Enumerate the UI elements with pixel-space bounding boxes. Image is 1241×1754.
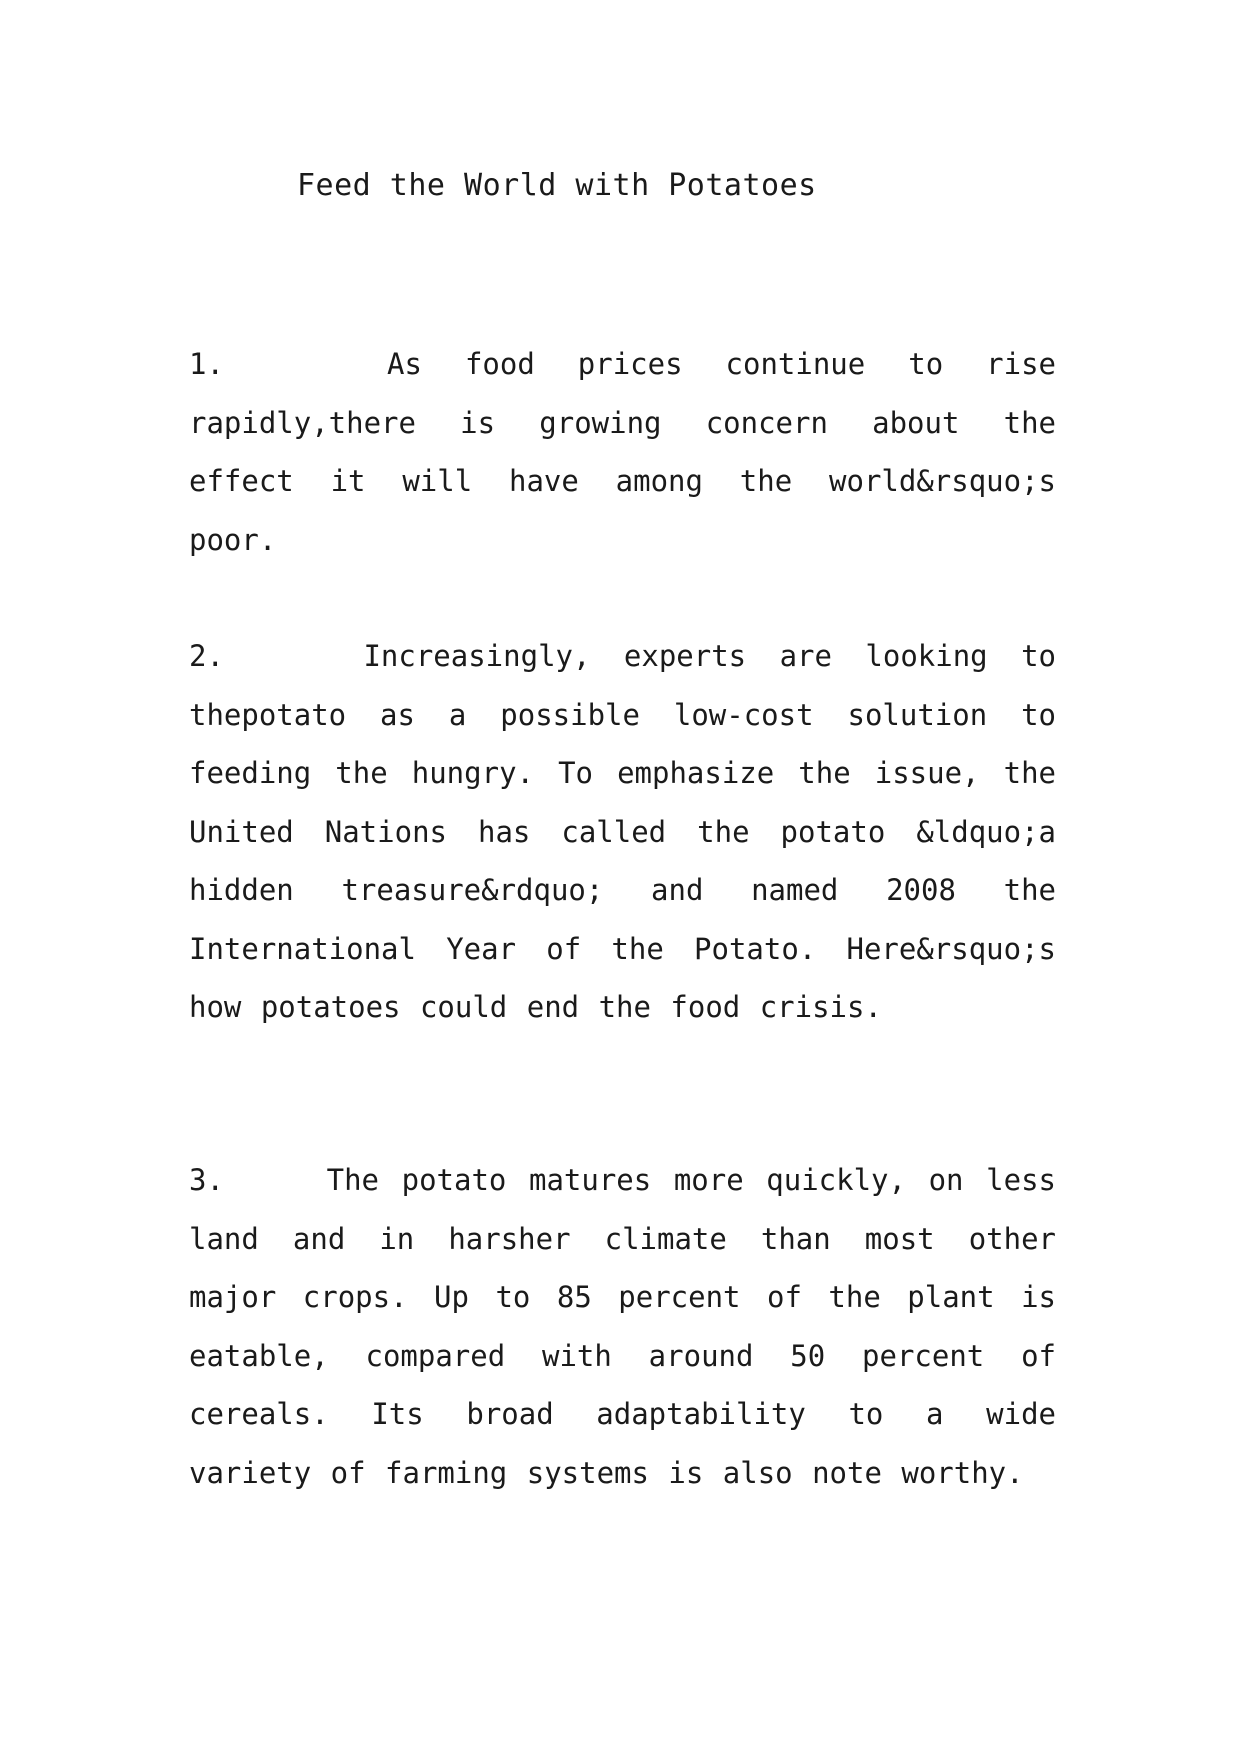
paragraph-number: 1. — [189, 347, 224, 381]
document-title: Feed the World with Potatoes — [297, 168, 817, 203]
paragraph-3 — [189, 1151, 1056, 1502]
paragraph-text: As food prices continue to rise rapidly,there is growing concern about the effect it will have among the world&rsquo;s poor. — [189, 347, 1056, 557]
paragraph-text: Increasingly, experts are looking to thepotato as a possible low-cost solution to feeding the hungry. To emphasize the issue, the United Nations has called the potato &ldquo;a hidden treasure&rdquo; and named 2008 the International Year of the Potato. Here&rsquo;s how potatoes could end the food crisis. — [189, 639, 1056, 1024]
paragraph-text: The potato matures more quickly, on less land and in harsher climate than most other major crops. Up to 85 percent of the plant is eatable, compared with around 50 percent of cereals. Its broad adaptability to a wide variety of farming systems is also note worthy. — [189, 1163, 1056, 1490]
paragraph-number: 3. — [189, 1163, 224, 1197]
paragraph-number: 2. — [189, 639, 224, 673]
paragraph-1 — [189, 335, 1056, 569]
paragraph-2 — [189, 627, 1056, 1037]
